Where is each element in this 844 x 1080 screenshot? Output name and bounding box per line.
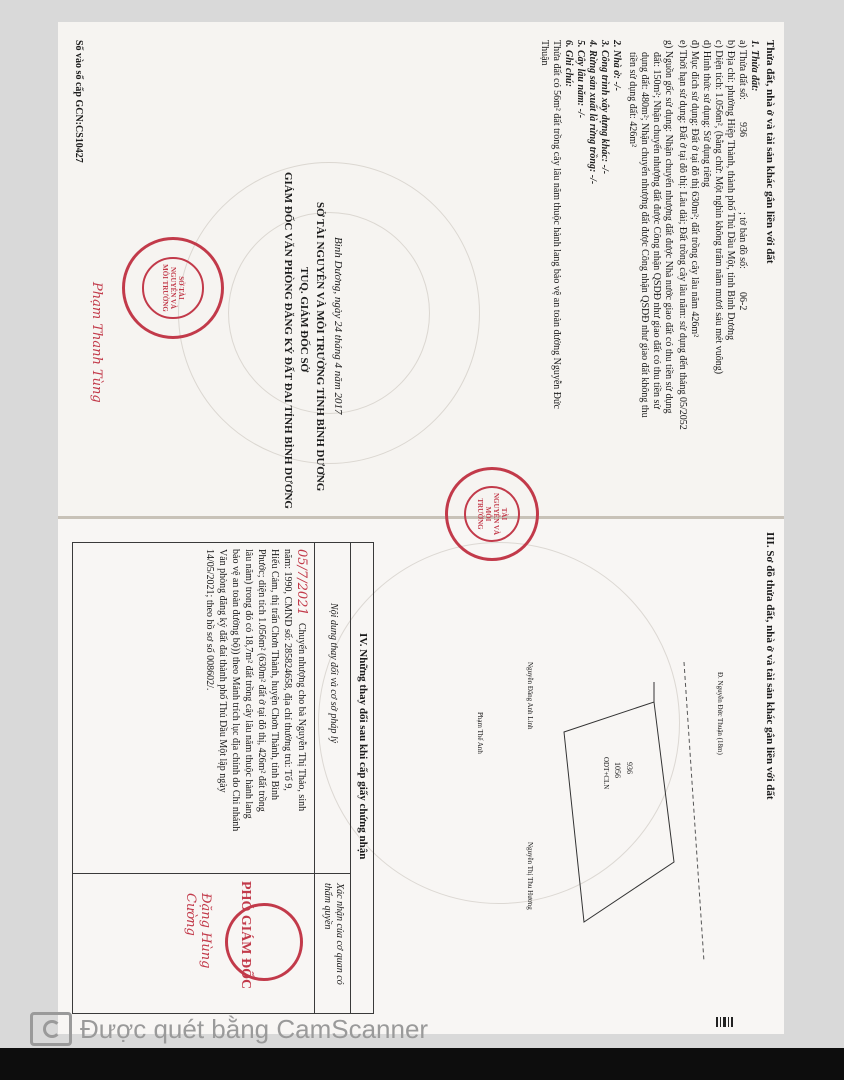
entry-line-8: 14/05/2021; theo hồ sơ số 008602/. (204, 549, 215, 691)
item-6: 6. Ghi chú: (563, 40, 574, 87)
lot-number: 936 (737, 122, 748, 137)
road-line (684, 662, 704, 962)
signer-name: Phạm Thanh Tùng (89, 282, 104, 403)
map-sheet-number: 06-2 (737, 292, 748, 311)
origin-line-3: dụng đất: 480m²; Nhận chuyển nhượng đất được Công nhận QSDĐ như giao đất không thu (639, 52, 650, 418)
entry-line-2: năm: 1990, CMND số: 285824658, địa chỉ thường trú: Tổ 9, (282, 549, 293, 791)
map-lot-area: 1056 (613, 762, 622, 778)
item-1: 1. Thửa đất: (749, 40, 760, 92)
plot-diagram (514, 662, 714, 962)
column-changes: Nội dung thay đổi và cơ sở pháp lý (328, 603, 339, 744)
entry-line-4: Phước; diện tích 1.056m² (630m² đất ở tại đô thị, 426m² đất trồng (256, 549, 267, 812)
entry-line-3: Hiếu Cảm, thị trấn Chơn Thành, huyện Chơn Thành, tỉnh Bình (269, 549, 280, 801)
entry-line-7: Văn phòng đăng ký đất đai thành phố Thủ Dầu Một lập ngày (217, 549, 228, 793)
plot-outline (564, 702, 674, 922)
origin-line-1: g) Nguồn gốc sử dụng: Nhận chuyển nhượng đất được Nhà nước giao đất có thu tiền sử dụng (663, 40, 674, 414)
usage-term-line: e) Thời hạn sử dụng: Đất ở tại đô thị: Lâu dài; Đất trồng cây lâu năm: sử dụng đến tháng 05/2052 (677, 40, 688, 430)
map-road-label: Đ. Nguyễn Đức Thuận (18m) (716, 672, 724, 755)
issue-date: Bình Dương, ngày 24 tháng 4 năm 2017 (332, 237, 344, 415)
column-confirmation: Xác nhận của cơ quan có thẩm quyền (322, 883, 345, 985)
certificate-register-number: Số vào sổ cấp GCN:CS10427 (73, 40, 84, 163)
map-lot-number: 936 (625, 762, 634, 774)
section-title: Thửa đất, nhà ở và tài sản khác gắn liền với đất (764, 40, 776, 264)
org-proxy: TUQ. GIÁM ĐỐC SỞ (298, 267, 310, 373)
overlap-seal-text: TÀI NGUYÊN VÀ MÔI TRƯỜNG (476, 492, 509, 536)
official-seal (122, 237, 224, 339)
address-line: b) Địa chỉ: phường Hiệp Thành, thành phố Thủ Dầu Một, tỉnh Bình Dương (725, 40, 736, 341)
camscanner-text: Được quét bằng CamScanner (80, 1013, 429, 1044)
rotated-content (58, 22, 784, 1034)
origin-line-2: đất: 150m²; Nhận chuyển nhượng đất được Công nhận QSDĐ như giao đất có thu tiền sử (651, 52, 662, 409)
note-line-1: Thửa đất có 56m² đất trồng cây lâu năm thuộc hành lang bảo vệ an toàn đường Nguyễn Đức (551, 40, 562, 409)
org-name: SỞ TÀI NGUYÊN VÀ MÔI TRƯỜNG TỈNH BÌNH DƯƠNG (314, 202, 326, 492)
certificate-page (58, 22, 784, 1034)
map-neighbor-3: Phạm Thế Anh (476, 712, 484, 754)
camscanner-watermark (30, 1012, 428, 1046)
item-3: 3. Công trình xây dựng khác: -/- (599, 40, 610, 175)
overlap-seal (445, 467, 539, 561)
map-neighbor-2: Nguyễn Thị Thu Hương (526, 842, 534, 910)
changes-table (72, 542, 374, 1014)
lot-number-label: a) Thửa đất số: (737, 40, 748, 100)
item-4: 4. Rừng sản xuất là rừng trồng: -/- (587, 40, 598, 185)
area-line: c) Diện tích: 1.056m², (bằng chữ: Một nghìn không trăm năm mươi sáu mét vuông) (713, 40, 724, 375)
usage-form-line: d) Hình thức sử dụng: Sử dụng riêng (701, 40, 712, 188)
map-neighbor-1: Nguyễn Đăng Anh Linh (526, 662, 534, 730)
confirmation-signer: Đặng Hùng Cường (183, 893, 213, 969)
seal-text: SỞ TÀI NGUYÊN VÀ MÔI TRƯỜNG (161, 264, 185, 312)
org-office: GIÁM ĐỐC VĂN PHÒNG ĐĂNG KÝ ĐẤT ĐAI TỈNH BÌNH DƯƠNG (282, 172, 294, 509)
bottom-bar (0, 1048, 844, 1080)
entry-line-1: Chuyển nhượng cho bà Nguyễn Thị Thảo, sinh (296, 623, 307, 812)
map-sheet-label: ; tờ bản đồ số: (737, 212, 748, 269)
origin-line-4: tiền sử dụng đất: 426m² (627, 52, 638, 148)
entry-line-5: lâu năm) trong đó có 18,7m² đất trồng cây lâu năm thuộc hành lang (243, 549, 254, 819)
entry-date: 05/7/2021 (294, 549, 309, 616)
usage-purpose-line: đ) Mục đích sử dụng: Đất ở tại đô thị 630m²; đất trồng cây lâu năm 426m² (689, 40, 700, 338)
item-5: 5. Cây lâu năm: -/- (575, 40, 586, 119)
section-4-title: IV. Những thay đổi sau khi cấp giấy chứng nhận (357, 633, 369, 860)
page-marker (716, 1017, 748, 1027)
camscanner-logo-icon (30, 1012, 72, 1046)
section-3-title: III. Sơ đồ thửa đất, nhà ở và tài sản khác gắn liền với đất (764, 532, 776, 800)
entry-line-6: bảo vệ an toàn đường bộ)) theo Mảnh trích lục địa chính do Chi nhánh (230, 549, 241, 832)
item-2: 2. Nhà ở: -/- (611, 40, 622, 91)
map-land-type: ODT+CLN (602, 757, 610, 790)
note-line-2: Thuận (539, 40, 550, 66)
confirmation-title: PHÓ GIÁM ĐỐC (238, 881, 253, 990)
